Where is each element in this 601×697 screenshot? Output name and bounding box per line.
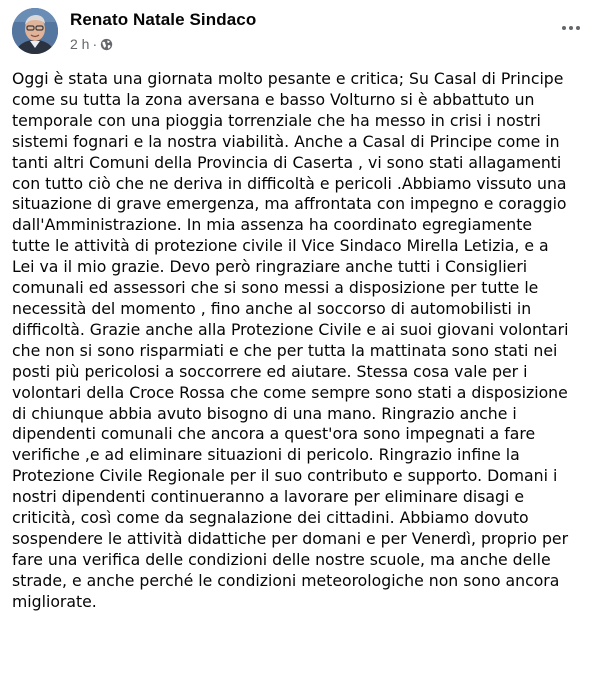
post-header <box>12 8 589 60</box>
author-avatar[interactable] <box>12 8 58 54</box>
author-name[interactable]: Renato Natale Sindaco <box>70 10 257 29</box>
globe-icon[interactable] <box>100 38 113 51</box>
more-options-icon[interactable] <box>557 18 585 38</box>
avatar-photo-icon <box>12 8 58 54</box>
post-timestamp[interactable]: 2 h <box>70 36 90 52</box>
post-body: Oggi è stata una giornata molto pesante e critica; Su Casal di Principe come su tutta la zona aversana e basso Volturno si è abbattuto un temporale con una pioggia torrenziale che ha messo in crisi i nostri sistemi fognari e la nostra viabilità. Anche a Casal di Principe come in tanti altri Comuni della Provincia di Caserta , vi sono stati allagamenti con tutto ciò che ne deriva in difficoltà e pericoli .Abbiamo vissuto una situazione di grave emergenza, ma affrontata con impegno e coraggio dall'Amministrazione. In mia assenza ha coordinato egregiamente tutte le attività di protezione civile il Vice Sindaco Mirella Letizia, e a Lei va il mio grazie. Devo però ringraziare anche tutti i Consiglieri comunali ed assessori che si sono messi a disposizione per tutte le necessità del momento , fino anche al soccorso di automobilisti in difficoltà. Grazie anche alla Protezione Civile e ai suoi giovani volontari che non si sono risparmiati e che per tutta la mattinata sono stati nei posti più pericolosi a soccorrere ed aiutare. Stessa cosa vale per i volontari della Croce Rossa che come sempre sono stati a disposizione di chiunque abbia avuto bisogno di una mano. Ringrazio anche i dipendenti comunali che ancora a quest'ora sono impegnati a fare verifiche ,e ad eliminare situazioni di pericolo. Ringrazio infine la Protezione Civile Regionale per il suo contributo e supporto. Domani i nostri dipendenti continueranno a lavorare per eliminare disagi e criticità, così come da segnalazione dei cittadini. Abbiamo dovuto sospendere le attività didattiche per domani e per Venerdì, proprio per fare una verifica delle condizioni delle nostre scuole, ma anche delle strade, e anche perché le condizioni meteorologiche non sono ancora migliorate. <box>12 69 569 611</box>
meta-separator: · <box>92 36 98 52</box>
post-meta <box>70 35 113 53</box>
